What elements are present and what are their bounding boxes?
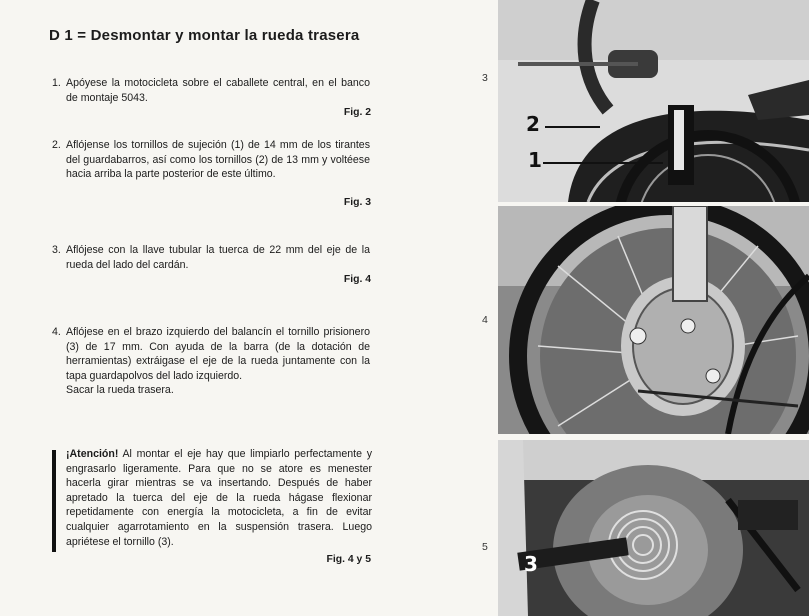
step-1 [52,76,370,105]
step-number: 3. [52,244,61,256]
step-text: Aflójese en el brazo izquierdo del balancín el tornillo prisionero (3) de 17 mm. Con ayuda de la barra (de la dotación de herramientas) extráigase el eje de la rueda juntamente con la tapa guardapolvos del lado izquierdo. [66,326,370,382]
callout-label: 3 [524,552,538,576]
step-text: Apóyese la motocicleta sobre el caballete central, en el banco de montaje 5043. [66,77,370,104]
rear-fender-photo [498,0,809,202]
axle-removal-photo [498,440,809,616]
step-text: Aflójese con la llave tubular la tuerca de 22 mm del eje de la rueda del lado del cardán. [66,244,370,271]
step-text: Aflójense los tornillos de sujeción (1) de 14 mm de los tirantes del guardabarros, así como los tornillos (2) de 13 mm y voltéese hacia arriba la parte posterior de este último. [66,139,370,181]
attention-body [66,447,372,549]
figure-reference: Fig. 4 y 5 [326,554,371,565]
figure-reference: Fig. 4 [343,274,371,285]
leader-line [543,162,663,164]
photo-fig-3 [498,0,809,202]
figure-reference: Fig. 2 [343,107,371,118]
step-number: 1. [52,77,61,89]
photo-number: 3 [482,72,488,84]
figure-reference: Fig. 3 [343,197,371,208]
callout-label: 1 [528,148,542,172]
step-number: 4. [52,326,61,338]
leader-line [545,126,600,128]
step-2 [52,138,370,182]
photo-fig-4 [498,206,809,434]
attention-note [52,447,372,549]
attention-text: Al montar el eje hay que limpiarlo perfectamente y engrasarlo ligeramente. Para que no se atore es menester hacerla girar mientras se va insertando. Después de haber apretado la tuerca del eje de la rueda hágase flexionar repetidamente con energía la motocicleta, a fin de evitar cualquier agarrotamiento en la suspensión trasera. Luego apriétese el tornillo (3). [66,448,372,548]
attention-bar [52,450,56,552]
attention-label: ¡Atención! [66,448,119,460]
step-text-extra: Sacar la rueda trasera. [66,384,174,397]
photo-fig-5 [498,440,809,616]
step-number: 2. [52,139,61,151]
wheel-hub-photo [498,206,809,434]
photo-number: 5 [482,541,488,553]
callout-label: 2 [526,112,540,136]
photo-number: 4 [482,314,488,326]
step-4 [52,325,370,398]
step-3 [52,243,370,272]
page-title: D 1 = Desmontar y montar la rueda trasera [49,27,360,44]
